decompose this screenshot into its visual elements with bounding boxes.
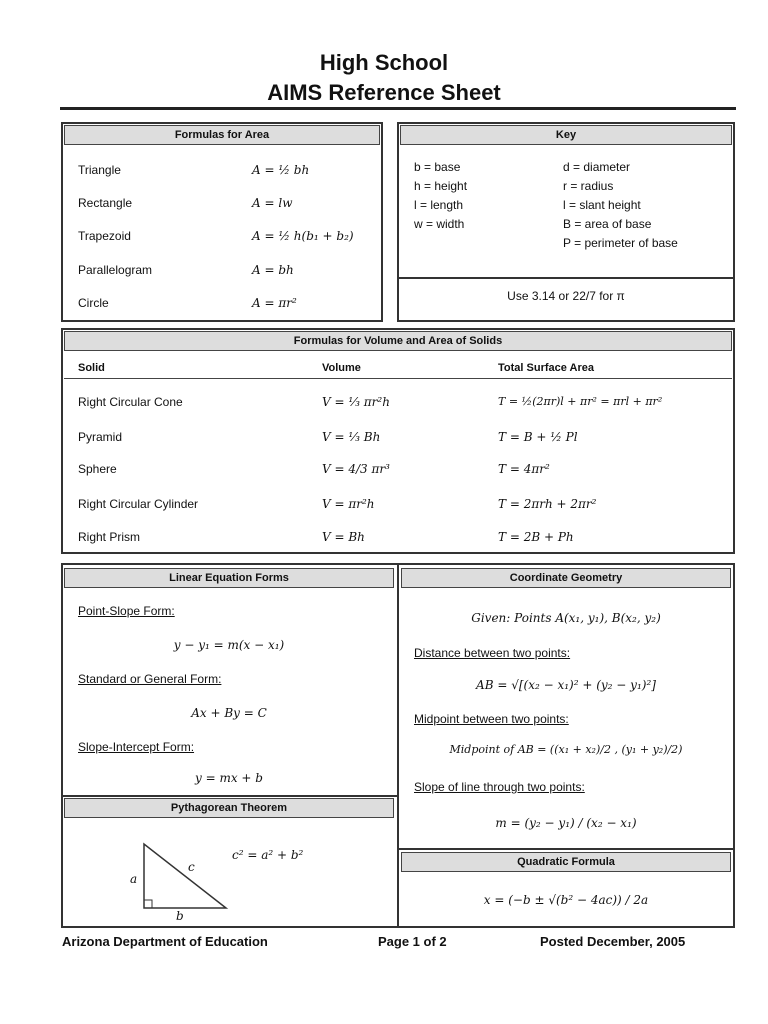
point-slope-label: Point-Slope Form: xyxy=(78,604,175,618)
solids-box xyxy=(61,328,735,554)
solid-area: T = 2πrh + 2πr² xyxy=(498,497,597,511)
pythagorean-formula: c² = a² + b² xyxy=(232,848,304,862)
key-left-item: h = height xyxy=(414,179,468,193)
standard-form-formula: Ax + By = C xyxy=(191,706,267,720)
key-left-item: l = length xyxy=(414,198,464,212)
key-right-item: P = perimeter of base xyxy=(563,236,678,250)
area-row-name: Trapezoid xyxy=(78,229,131,243)
slope-formula: m = (y₂ − y₁) / (x₂ − x₁) xyxy=(495,816,637,830)
area-row-name: Triangle xyxy=(78,163,121,177)
footer-department: Arizona Department of Education xyxy=(62,934,268,949)
bottom-divider xyxy=(397,563,399,928)
key-right-item: d = diameter xyxy=(563,160,631,174)
key-header: Key xyxy=(400,125,732,145)
coordinate-header: Coordinate Geometry xyxy=(401,568,731,588)
solid-area: T = 4πr² xyxy=(498,462,550,476)
solid-area: T = ½(2πr)l + πr² = πrl + πr² xyxy=(498,395,663,408)
key-left-item: b = base xyxy=(414,160,461,174)
solids-col-solid: Solid xyxy=(78,362,105,374)
given-points: Given: Points A(x₁, y₁), B(x₂, y₂) xyxy=(471,611,661,625)
area-row-formula: A = ½ h(b₁ + b₂) xyxy=(252,229,354,243)
area-row-formula: A = lw xyxy=(252,196,293,210)
right-triangle xyxy=(130,838,240,918)
title-rule xyxy=(60,107,736,110)
key-right-item: l = slant height xyxy=(563,198,641,212)
triangle-label-c: c xyxy=(188,860,195,874)
solid-name: Right Circular Cone xyxy=(78,395,183,409)
midpoint-formula: Midpoint of AB = ((x₁ + x₂)/2 , (y₁ + y₂)/2) xyxy=(449,743,683,756)
solid-volume: V = 4/3 πr³ xyxy=(322,462,390,476)
solid-volume: V = Bh xyxy=(322,530,365,544)
standard-form-label: Standard or General Form: xyxy=(78,672,222,686)
solid-volume: V = πr²h xyxy=(322,497,375,511)
midpoint-label: Midpoint between two points: xyxy=(414,712,569,726)
solid-name: Right Circular Cylinder xyxy=(78,497,199,511)
pythagorean-top-rule xyxy=(61,795,399,797)
distance-formula: AB = √[(x₂ − x₁)² + (y₂ − y₁)²] xyxy=(476,678,656,692)
quadratic-header: Quadratic Formula xyxy=(401,852,731,872)
pi-note: Use 3.14 or 22/7 for π xyxy=(507,289,625,303)
slope-intercept-formula: y = mx + b xyxy=(195,771,263,785)
solid-name: Right Prism xyxy=(78,530,141,544)
solid-name: Sphere xyxy=(78,462,117,476)
triangle-label-b: b xyxy=(176,909,184,923)
slope-label: Slope of line through two points: xyxy=(414,780,585,794)
key-right-item: r = radius xyxy=(563,179,614,193)
distance-label: Distance between two points: xyxy=(414,646,571,660)
triangle-label-a: a xyxy=(130,872,138,886)
solids-col-area: Total Surface Area xyxy=(498,362,594,374)
title-line-2: AIMS Reference Sheet xyxy=(267,80,501,105)
solids-col-volume: Volume xyxy=(322,362,361,374)
key-right-item: B = area of base xyxy=(563,217,652,231)
quadratic-top-rule xyxy=(397,848,735,850)
solid-area: T = B + ½ Pl xyxy=(498,430,578,444)
area-row-formula: A = πr² xyxy=(252,296,297,310)
footer-page: Page 1 of 2 xyxy=(378,934,447,949)
slope-intercept-label: Slope-Intercept Form: xyxy=(78,740,195,754)
solid-area: T = 2B + Ph xyxy=(498,530,574,544)
title-line-1: High School xyxy=(319,50,449,75)
linear-header: Linear Equation Forms xyxy=(64,568,394,588)
key-left-item: w = width xyxy=(414,217,465,231)
area-row-formula: A = ½ bh xyxy=(252,163,310,177)
key-divider xyxy=(397,277,735,279)
solid-volume: V = ⅓ πr²h xyxy=(322,395,390,409)
solids-header: Formulas for Volume and Area of Solids xyxy=(64,331,732,351)
footer-posted: Posted December, 2005 xyxy=(540,934,686,949)
quadratic-formula: x = (−b ± √(b² − 4ac)) / 2a xyxy=(483,893,649,907)
solids-col-rule xyxy=(64,378,732,379)
area-row-name: Parallelogram xyxy=(78,263,153,277)
area-row-name: Circle xyxy=(78,296,109,310)
area-row-name: Rectangle xyxy=(78,196,133,210)
pythagorean-header: Pythagorean Theorem xyxy=(64,798,394,818)
solid-name: Pyramid xyxy=(78,430,123,444)
area-row-formula: A = bh xyxy=(252,263,294,277)
point-slope-formula: y − y₁ = m(x − x₁) xyxy=(173,638,285,652)
solid-volume: V = ⅓ Bh xyxy=(322,430,381,444)
area-formulas-box xyxy=(61,122,383,322)
area-formulas-header: Formulas for Area xyxy=(64,125,380,145)
